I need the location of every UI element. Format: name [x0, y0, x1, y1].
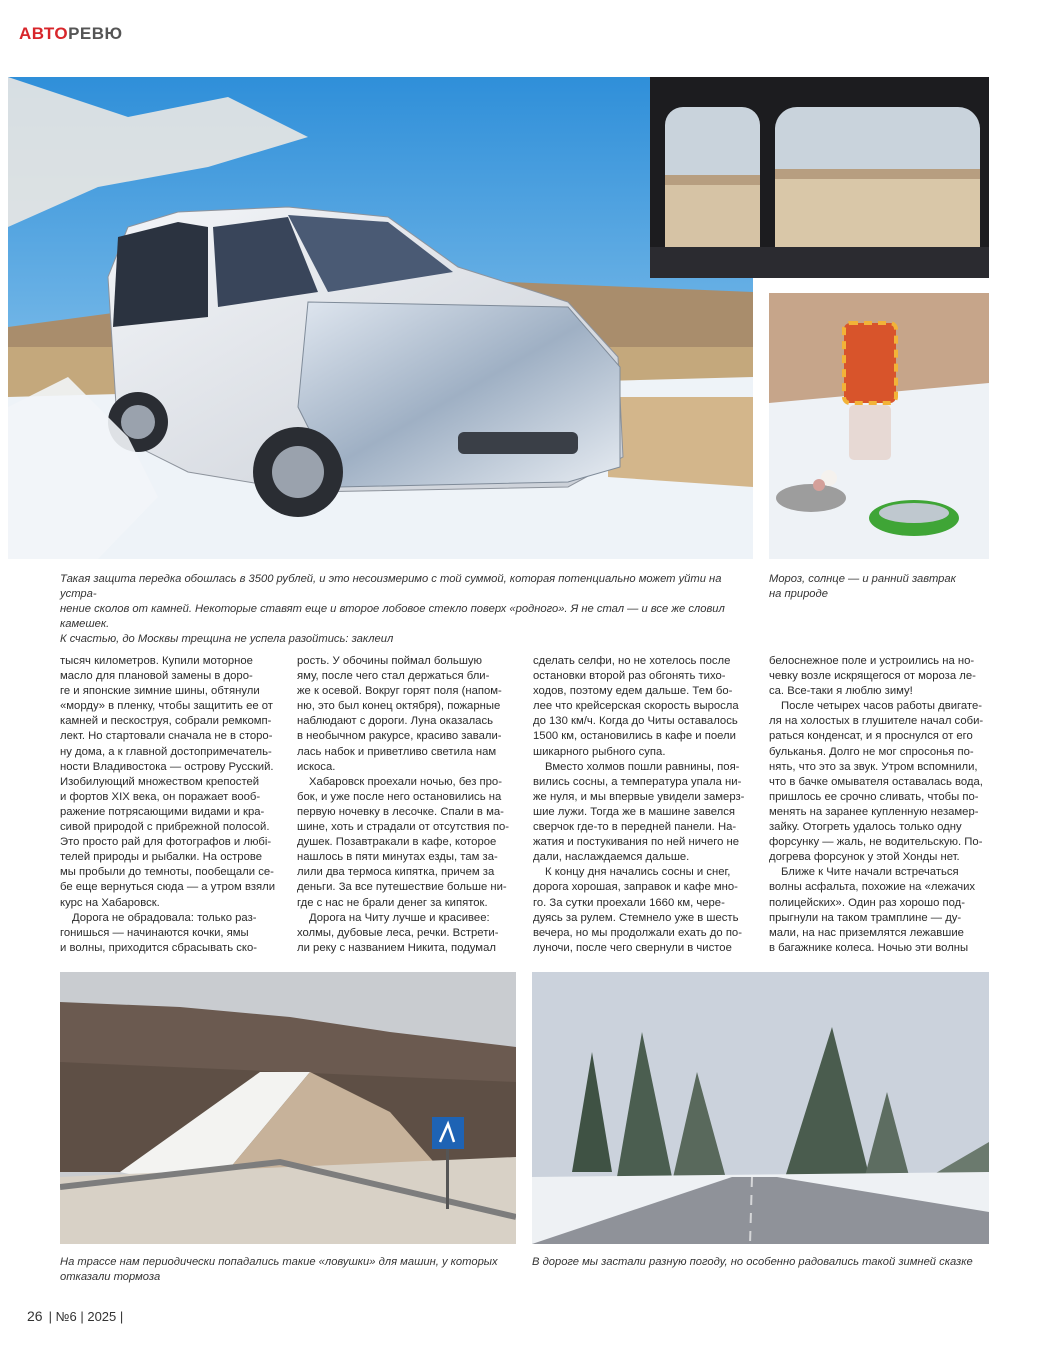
column-text-line: ге и японские зимние шины, обтянули [60, 685, 260, 698]
text-column-3 [533, 654, 754, 956]
column-text-line: лась набок и приветливо светила нам [297, 745, 497, 758]
column-text-line: до 130 км/ч. Когда до Читы оставалось [533, 715, 738, 728]
column-text-line: ли реку с названием Никита, подумал [297, 941, 496, 954]
column-text-line: вились сосны, а температура упала ни- [533, 775, 742, 788]
column-text-line: го. За сутки проехали 1660 км, чере- [533, 896, 725, 909]
column-text-line: шие лужи. Тогда же в машине завелся [533, 805, 736, 818]
column-text-line: форсунку — жаль, не водительскую. По- [769, 836, 983, 849]
column-text-line: дали, наслаждаемся дальше. [533, 851, 690, 864]
column-text-line: сивой природой с прибрежной полосой. [60, 821, 270, 834]
column-text-line: прыгнули на таком трамплине — ду- [769, 911, 962, 924]
column-text-line: бок, и уже после него остановились на [297, 790, 502, 803]
column-text-line: дуясь за рулем. Стемнело уже в шесть [533, 911, 739, 924]
column-text-line: яму, после чего стал держаться бли- [297, 670, 490, 683]
column-text-line: тысяч километров. Купили моторное [60, 655, 253, 667]
column-text-line: ля на холостых в глушителе начал соби- [769, 715, 984, 728]
magazine-logo [19, 24, 123, 44]
column-text-line: догрева форсунок у этой Хонды нет. [769, 851, 960, 864]
column-text-line: душек. Позавтракали в кафе, которое [297, 836, 497, 849]
column-text-line: нять, что это за звук. Утром вспомнили, [769, 760, 978, 773]
caption-breakfast [769, 572, 989, 602]
photo-winter-road [532, 972, 989, 1244]
caption-line: На трассе нам периодически попадались такие «ловушки» для машин, у которых [60, 1256, 498, 1268]
column-text-line: где с нас не брали денег за кипяток. [297, 896, 488, 909]
column-text-line: зайку. Отогреть удалось только одну [769, 821, 962, 834]
logo-part-1: АВТО [19, 24, 69, 43]
column-text-line: белоснежное поле и устроились на но- [769, 655, 975, 667]
column-text-line: и волны, приходится сбрасывать ско- [60, 941, 258, 954]
column-text-line: пришлось ее срочно сливать, чтобы по- [769, 790, 979, 803]
column-text-line: же нуля, и мы впервые увидели замерз- [533, 790, 745, 803]
page-footer [27, 1308, 123, 1324]
column-text-line: шине, хоть и страдали от отсутствия по- [297, 821, 510, 834]
column-text-line: волны асфальта, похожие на «лежачих [769, 881, 976, 894]
column-text-line: деньги. За все путешествие больше ни- [297, 881, 507, 894]
caption-line: отказали тормоза [60, 1271, 161, 1283]
column-text-line: Это просто рай для фотографов и любі- [60, 836, 272, 849]
caption-minivan [60, 572, 750, 647]
column-text-line: 1500 км, остановились в кафе и поели [533, 730, 736, 743]
caption-line: Мороз, солнце — и ранний завтрак [769, 573, 956, 585]
column-text-line: са. Все-таки я люблю зиму! [769, 685, 913, 698]
column-text-line: ню, это был конец октября), пожарные [297, 700, 501, 713]
column-text-line: полицейских». Один раз хорошо под- [769, 896, 966, 909]
column-text-line: масло для плановой замены в доро- [60, 670, 253, 683]
column-text-line: Дорога на Читу лучше и красивее: [309, 911, 490, 924]
column-text-line: Ближе к Чите начали встречаться [781, 866, 959, 879]
column-text-line: курс на Хабаровск. [60, 896, 160, 909]
column-text-line: Вместо холмов пошли равнины, поя- [545, 760, 740, 773]
column-text-line: сверчок где-то в передней панели. На- [533, 821, 737, 834]
column-text-line: лект. Но стартовали сначала не в сторо- [60, 730, 273, 743]
column-text-line: Изобилующий множеством крепостей [60, 775, 260, 788]
column-text-line: жатия и постукивания по ней ничего не [533, 836, 740, 849]
column-text-line: ражение потрясающими видами и кра- [60, 805, 265, 818]
column-text-line: наблюдают с дороги. Луна оказалась [297, 715, 493, 728]
column-text-line: «морду» в пленку, чтобы защитить ее от [60, 700, 273, 713]
column-text-line: в необычном ракурсе, красиво завали- [297, 730, 502, 743]
text-column-2 [297, 654, 518, 956]
column-text-line: дорога хорошая, заправок и кафе мно- [533, 881, 738, 894]
logo-part-2: РЕВЮ [68, 24, 123, 43]
caption-line: В дороге мы застали разную погоду, но особенно радовались такой зимней сказке [532, 1256, 973, 1268]
column-text-line: рость. У обочины поймал большую [297, 655, 483, 667]
column-text-line: лее что крейсерская скорость выросла [533, 700, 739, 713]
photo-runaway-ramp [60, 972, 516, 1244]
column-text-line: холмы, дубовые леса, речки. Встрети- [297, 926, 499, 939]
column-text-line: что в бачке омывателя оставалась вода, [769, 775, 983, 788]
column-text-line: менять на заранее купленную незамер- [769, 805, 979, 818]
text-column-1 [60, 654, 281, 956]
column-text-line: После четырех часов работы двигате- [781, 700, 983, 713]
column-text-line: К концу дня начались сосны и снег, [545, 866, 731, 879]
column-text-line: камней и пескоструя, собрали ремкомп- [60, 715, 272, 728]
column-text-line: ну дома, а к главной достопримечатель- [60, 745, 272, 758]
column-text-line: сделать селфи, но не хотелось после [533, 655, 731, 667]
photo-breakfast [769, 293, 989, 559]
caption-winter-road [532, 1255, 989, 1270]
caption-line: К счастью, до Москвы трещина не успела разойтись: заклеил [60, 633, 394, 645]
column-text-line: мали, на нас приземлятся лежавшие [769, 926, 964, 939]
photo-van-window [650, 77, 989, 278]
column-text-line: чевку возле искрящегося от мороза ле- [769, 670, 976, 683]
column-text-line: и фортов XIX века, он поражает вооб- [60, 790, 261, 803]
column-text-line: остановки второй раз обгонять тихо- [533, 670, 726, 683]
column-text-line: Хабаровск проехали ночью, без про- [309, 775, 502, 788]
column-text-line: бе еще вернуться сюда — а утром взяли [60, 881, 276, 894]
caption-ramp [60, 1255, 516, 1285]
column-text-line: в багажнике колеса. Ночью эти волны [769, 941, 969, 954]
column-text-line: бульканья. Долго не мог спросонья по- [769, 745, 974, 758]
column-text-line: ности Владивостока — острову Русский. [60, 760, 274, 773]
caption-line: Такая защита передка обошлась в 3500 рублей, и это несоизмеримо с той суммой, которая потенциально может уйти на устра- [60, 573, 722, 600]
column-text-line: гонишься — начинаются кочки, ямы [60, 926, 249, 939]
column-text-line: раться конденсат, и я проснулся от его [769, 730, 973, 743]
text-column-4 [769, 654, 990, 956]
photo-minivan [8, 77, 753, 559]
page-number: 26 [27, 1308, 43, 1324]
column-text-line: нашлось в пяти минутах езды, там за- [297, 851, 498, 864]
caption-line: на природе [769, 588, 828, 600]
column-text-line: луночи, после чего свернули в чистое [533, 941, 732, 954]
column-text-line: телей природы и рыбалки. На острове [60, 851, 263, 864]
column-text-line: первую ночевку в лесочке. Спали в ма- [297, 805, 504, 818]
column-text-line: мы пробыли до темноты, пообещали се- [60, 866, 274, 879]
column-text-line: искоса. [297, 760, 336, 773]
column-text-line: же к осевой. Вокруг горят поля (напом- [297, 685, 502, 698]
column-text-line: ходов, поэтому едем дальше. Тем бо- [533, 685, 733, 698]
issue-info: | №6 | 2025 | [48, 1309, 124, 1324]
column-text-line: вечера, но мы продолжали ехать до по- [533, 926, 742, 939]
caption-line: нение сколов от камней. Некоторые ставят еще и второе лобовое стекло поверх «родного». Я не стал — и все же словил камешек. [60, 603, 725, 630]
column-text-line: Дорога не обрадовала: только раз- [72, 911, 257, 924]
column-text-line: лили два термоса кипятка, причем за [297, 866, 495, 879]
column-text-line: шикарного рыбного супа. [533, 745, 666, 758]
